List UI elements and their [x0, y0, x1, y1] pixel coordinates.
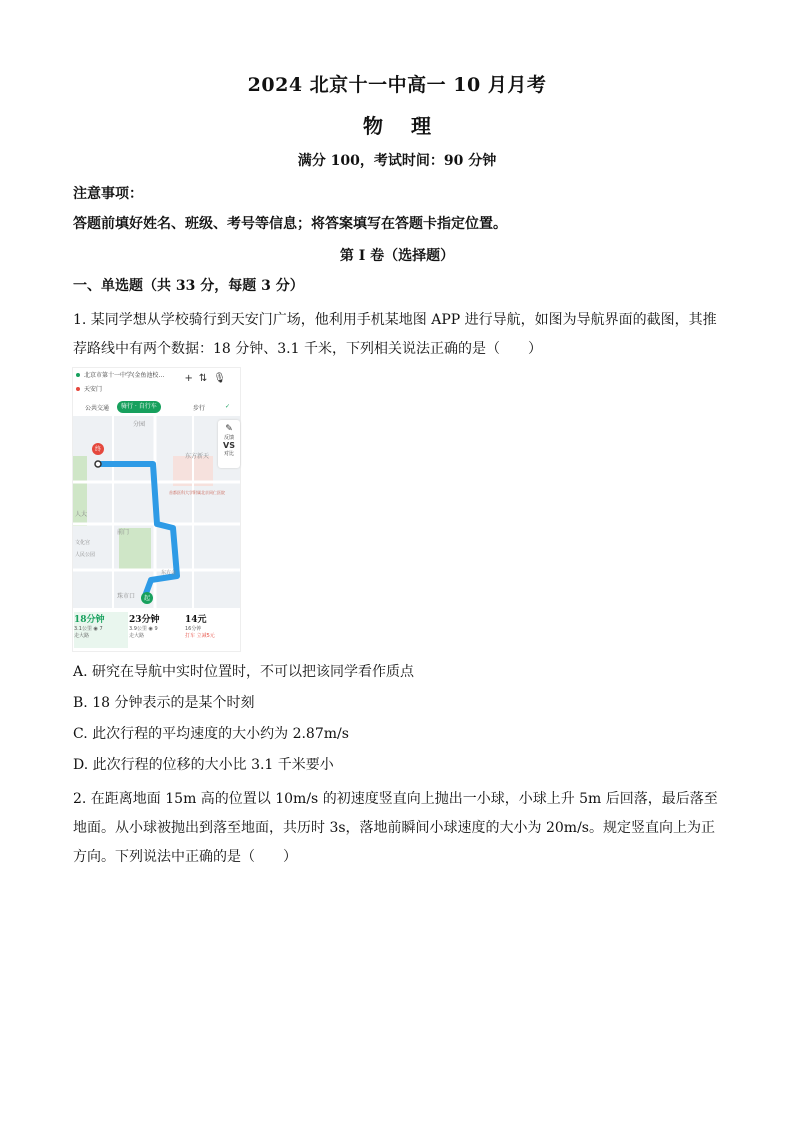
- end-marker-label: 终: [94, 446, 102, 453]
- q1-option-c: C. 此次行程的平均速度的大小约为 2.87m/s: [73, 726, 349, 742]
- mode-walk: 步行: [193, 405, 206, 412]
- volume-title: 第 I 卷（选择题）: [339, 248, 455, 264]
- exam-title: 2024 北京十一中高一 10 月月考: [247, 74, 547, 96]
- route-to-row: [73, 384, 240, 395]
- end-dot-icon: [76, 387, 80, 391]
- end-point: [95, 461, 101, 467]
- route-to-text: 天安门: [84, 386, 103, 393]
- route-card-1: [74, 612, 128, 648]
- map-label: 珠市口: [117, 593, 136, 600]
- travel-mode-bar: [73, 401, 240, 415]
- start-dot-icon: [76, 373, 80, 377]
- map-canvas: [73, 416, 240, 608]
- map-label: 东方新天: [185, 453, 210, 460]
- card-note: 走大路: [74, 633, 90, 639]
- q1-option-d: D. 此次行程的位移的大小比 3.1 千米要小: [73, 757, 334, 773]
- vs-label: VS: [223, 441, 235, 450]
- compare-label: 对比: [223, 451, 234, 457]
- card-time: 23分钟: [129, 615, 160, 625]
- notice-heading: 注意事项：: [73, 186, 143, 202]
- map-label: 前门: [117, 529, 130, 536]
- score-time-line: 满分 100，考试时间：90 分钟: [297, 153, 497, 169]
- card-distance: 3.9公里 ◉ 9: [129, 626, 158, 632]
- map-label: 人大: [75, 511, 88, 518]
- route-cards: [73, 608, 240, 651]
- card-distance: 16分钟: [185, 626, 202, 632]
- start-marker-label: 起: [143, 595, 151, 602]
- map-label: 分园: [133, 421, 146, 428]
- header-icons: [185, 373, 232, 384]
- swap-icon: ⇅: [198, 373, 214, 384]
- card-note: 走大路: [129, 633, 145, 639]
- question-2-stem: 2. 在距离地面 15m 高的位置以 10m/s 的初速度竖直向上抛出一小球，小球上升 5m 后回落，最后落至地面。从小球被抛出到落至地面，共历时 3s，落地前瞬间小球速度的大小为 20m/s。规定竖直向上为正方向。下列说法中正确的是（ ）: [73, 791, 718, 865]
- map-label: 文化宫: [75, 540, 91, 546]
- card-note: 打车 立减5元: [185, 633, 215, 639]
- card-time: 18分钟: [74, 615, 105, 625]
- card-distance: 3.1公里 ◉ 7: [74, 626, 103, 632]
- notice-text: 答题前填好姓名、班级、考号等信息；将答案填写在答题卡指定位置。: [73, 216, 507, 232]
- map-area: [73, 416, 240, 608]
- map-label: 东方会: [161, 570, 177, 576]
- map-navigation-screenshot: [72, 367, 241, 652]
- mode-transit: 公共交通: [85, 405, 110, 412]
- route-card-2: [129, 612, 183, 648]
- add-icon: +: [184, 373, 199, 384]
- map-label: 首都医科大学附属北京同仁医院: [169, 490, 225, 495]
- section-title: 一、单选题（共 33 分，每题 3 分）: [73, 278, 304, 294]
- check-icon: ✓: [225, 403, 231, 410]
- mode-bike: 骑行 · 自行车: [117, 401, 161, 413]
- card-time: 14元: [185, 615, 207, 625]
- map-side-tools: [218, 420, 240, 468]
- feedback-label: 反馈: [223, 435, 234, 441]
- route-card-3: [185, 612, 239, 648]
- mic-icon: 🎙: [213, 373, 232, 384]
- question-1-stem: 1. 某同学想从学校骑行到天安门广场，他利用手机某地图 APP 进行导航，如图为导航界面的截图，其推荐路线中有两个数据：18 分钟、3.1 千米，下列相关说法正确的是（ ）: [73, 312, 717, 357]
- subject-title: 物理: [363, 114, 459, 138]
- q1-option-b: B. 18 分钟表示的是某个时刻: [73, 695, 255, 711]
- q1-option-a: A. 研究在导航中实时位置时，不可以把该同学看作质点: [73, 664, 415, 680]
- pencil-icon: ✎: [225, 424, 233, 434]
- route-from-text: 北京市第十一中学(金鱼池校…: [84, 372, 165, 379]
- map-label: 人民公园: [75, 552, 96, 558]
